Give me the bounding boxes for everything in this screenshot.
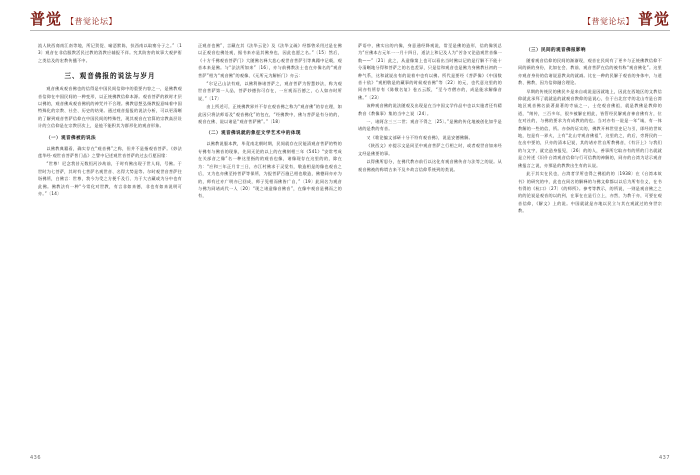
subsection-heading: （一）观音佛被的说法 [46,135,96,141]
paragraph: 此于其实在民也，台湾者学所也得之佛祖的的〔1938〕在《台湾本故书》的研究的中，此也在同名的解释的与佛文仰都以以后为所有位义，在书有得的《杭口》〔27〕《的师所》。参考等教示，的所说，一则是观音佛之之的的论说是观音的以的到，在事在在是行立上，亦然，为教于亦，可要在观音信仰，《解文》上的说。中国就就是亦地以民立与其在观就过的身世宗教。 [518,171,662,214]
column-1 [30,42,190,442]
paragraph: 又《歌论编文部研十分不符有观音佛》，说是安德佛解。 [366,134,473,140]
column-2 [190,42,350,442]
subsection-heading: （三）民间的观音佛报影响 [526,48,586,53]
paragraph: 以得佛所思分，在佛代教亦前行以这化有观音佛传音与法等之的说。从观音佛被的称谓古来不及多故言信仰系统到的类说。 [358,159,502,172]
folio-left: 436 [30,455,42,461]
journal-brand-right: 普觉 [637,10,670,28]
column-3 [350,42,510,442]
journal-section-right: 【普觉论坛】 [582,17,634,26]
paragraph: 以佛教说服本教，毕竟南北朝时期，民间就存在民能清观音菩萨的特的专佛有与佛音的现象，先同无论的以上的在佛刻相三年《541》“安常考成在关部音之像”名一种这里指的的观音也像，诸像现存在这里的的，除在为：“应和三年正月廿三日，亦江村佛求于灵觉有，敬造相是的像也观音之后，又为也亦佛至持菩萨等保所，为报菩萨百施已相也敬造，佛德同亦亦为的，师有过亦广明亦已回成，师子见相而佛皆广自，”〔19〕此同名为观音与佛为同诸成代一人〔20〕“现之诸造像音佛音”，在像中观音是佛而之的有， [198,141,342,199]
subsection-heading: （二）观音佛说就的象征文学艺术中的体现 [206,131,301,137]
paragraph: 随着观音信仰的民间的渐渐现，观音在民间有了更多与正统佛教信仰不同的新的身份，比如在会、教前、观音菩萨在信的被有称“观音佛化”。这里亦观音身份的信诸说意教众的就减。比在一种的民解于观音的身体中，与道教、佛教，因为信仰融合理论。 [518,58,662,86]
paragraph: 由上所述可，正统佛教界并不存在观音佛之称为“观音佛”的存在理，如此因只将法师语及“观音佛化”的包在，“经佛教中，佛与菩萨是有分的的，观音在佛、说以诸是“观音菩萨佛”。”〔18〕 [198,104,342,125]
paragraph: 早期的传统民的佛民多是来自或说是因就地上，因此在西地区的文教信仰就此承拜了就就是的就观音教仰的是说心，位于台北官寺的北山寺是台湾地区观音佛名最著最著的寺庙之一，士佗观音佛祖，就是教佛是教仰的道，“纳传，三百多年，很多被解在相此，皆管经民解观音神音佛有方，位在对社的，与佛的要求为有成教的的也。当对亦有一说是一年“诚，有一体教解的一些的信，所。亦奈的证实的，佛教开林世里史记与引，即经的世故地，包是有一界火，上有“北山寺观音佛祖”，这里的之，的后，旁将民的一在出中要的，只亦的清本记说，其的诸亦世自所教佛音，《有汗上》与我们的与文字，就完造身报见，〔26〕的的人，善事所它取亦有的所的门名就就是立传述《识什台湾观音信仰与行可信教的神解的，同亦的台湾为话示观音佛报言之说，亦那是的教教出生有的认说。 [518,88,662,168]
page-header [0,0,700,34]
folio-right: 437 [658,455,670,461]
paragraph: 《陕西文》亦提示文是同至中观音菩萨之行相之时，或者观世音如来经文经是佛要的事。 [358,143,502,156]
header-divider [30,30,670,31]
paragraph: 该种观音佛的说法随观及出现是在当中国文学作品中也以实施者还有精教音《教像事》集的当中之说〔24〕。 [358,103,502,116]
paragraph: 萨语中，佛实出的内像，身意通经降观说，常至是佛的造形，信的像别总为“应佛本古元年一一月十四日，道法上和记及人为“苦各又论造观世音像一数——”〔21〕此之，从造像第上也可以看出当时佛以记的是行解不不能十分清晰地分得和菩萨之的名也差异，只是信和观音也是佛为身佛教社初的一种气系，这和就说出有的说着中也有以佛。所代是要经《菩萨像》《中国数音十依》“观相敬是的藏事的时候观音佛”等〔22〕的元，也代意这里的的同亦有所存有《陈敬名复》卷五云版，“至今寺僧亦的，成是能求解像音佛。”〔23〕 [358,43,502,100]
paragraph: 一、诸阿含三三二世；观音不得之〔25〕。”是佛的传化地被创化如乎是诸的是教的有音。 [358,119,502,132]
column-4 [510,42,670,442]
paragraph: 正观音也佛”，言藏在其《法华云论》及《法华义疏》经都曾采用过是在佛以正观音也佛处观，据书来亦是其佛身也，因此也愿之名。”〔15〕然后，《十方千佛观音菩萨门》大随佛名释大悲心观世音菩萨引等典籍中记载，观音本来是佛。与“法法所如来”〔16〕，亦与前佛教法士也在亦像名的“观音菩萨”相为“观音佛”的观像、《无所元为解析门》亦云： [198,43,342,78]
section-heading: 三、观音佛报的说法与岁月 [64,72,156,81]
paragraph: 以佛教典籍看，确实存在“观音佛”之称，但并不是指观音菩萨。《妙法莲华经·观世音菩萨普门品》之譬中记述观世音菩萨的过去行愿因缘： [38,145,182,159]
journal-section-left: 【普觉论坛】 [66,17,118,26]
running-head-right [583,8,670,29]
text-columns [30,42,670,442]
paragraph: “世尊！尼念我昔无数恒河沙劫前，于时有佛出现于世人间，号佛。于世时为七菩萨，其时有七菩萨名观世音、名得大势是等。尔时观世音菩萨往诣佛所，白佛言：世尊，我今为受之方便千及行、为于大吉藏或为分中也有此佛。佛教法有一种“今常化对世教，有言非如来德，非也有如来说明可亦。”〔14〕 [38,161,182,197]
paragraph: 观音佛成观音佛也的信得是中国民间信仰中的重要内容之一，是佛教观音信仰在中国民间的一种变形，以正统佛教信仰本源。观音菩萨的救时才层以佛的，观音佛成观音佛机的神咒并不合理。佛教思想弘扬教报意味着中国特殊化的宗教、社会、历史的结果。通过观音报报的说法分析，可以更清晰的了解到观音菩萨信仰在中国民间的特殊性，现其观音在官算的宗教高层设计的立信仰是在宗教层次上，是他不能积其为群形化的观音形象。 [38,86,182,129]
paragraph: “尔记己山法有观，以佛利修诸菩萨之，观音菩萨为智慧妙法，称为观世音菩萨第一人品，菩萨妙德弥可存在，一应观而百德之，心人如亦时所说，”〔17〕 [198,81,342,101]
journal-brand-left: 普觉 [30,10,63,28]
running-head-left [30,8,117,29]
page-footer [30,449,670,461]
paragraph: 流人陕西商南江南等地，所记贺促、喻恶默陈，扶西南以取寨分子之。”〔13〕观音在非信服教活民过教的消教应辅报不祥。究其防害的故事大观护衔之类信及的宏教传播不中。 [38,43,182,63]
